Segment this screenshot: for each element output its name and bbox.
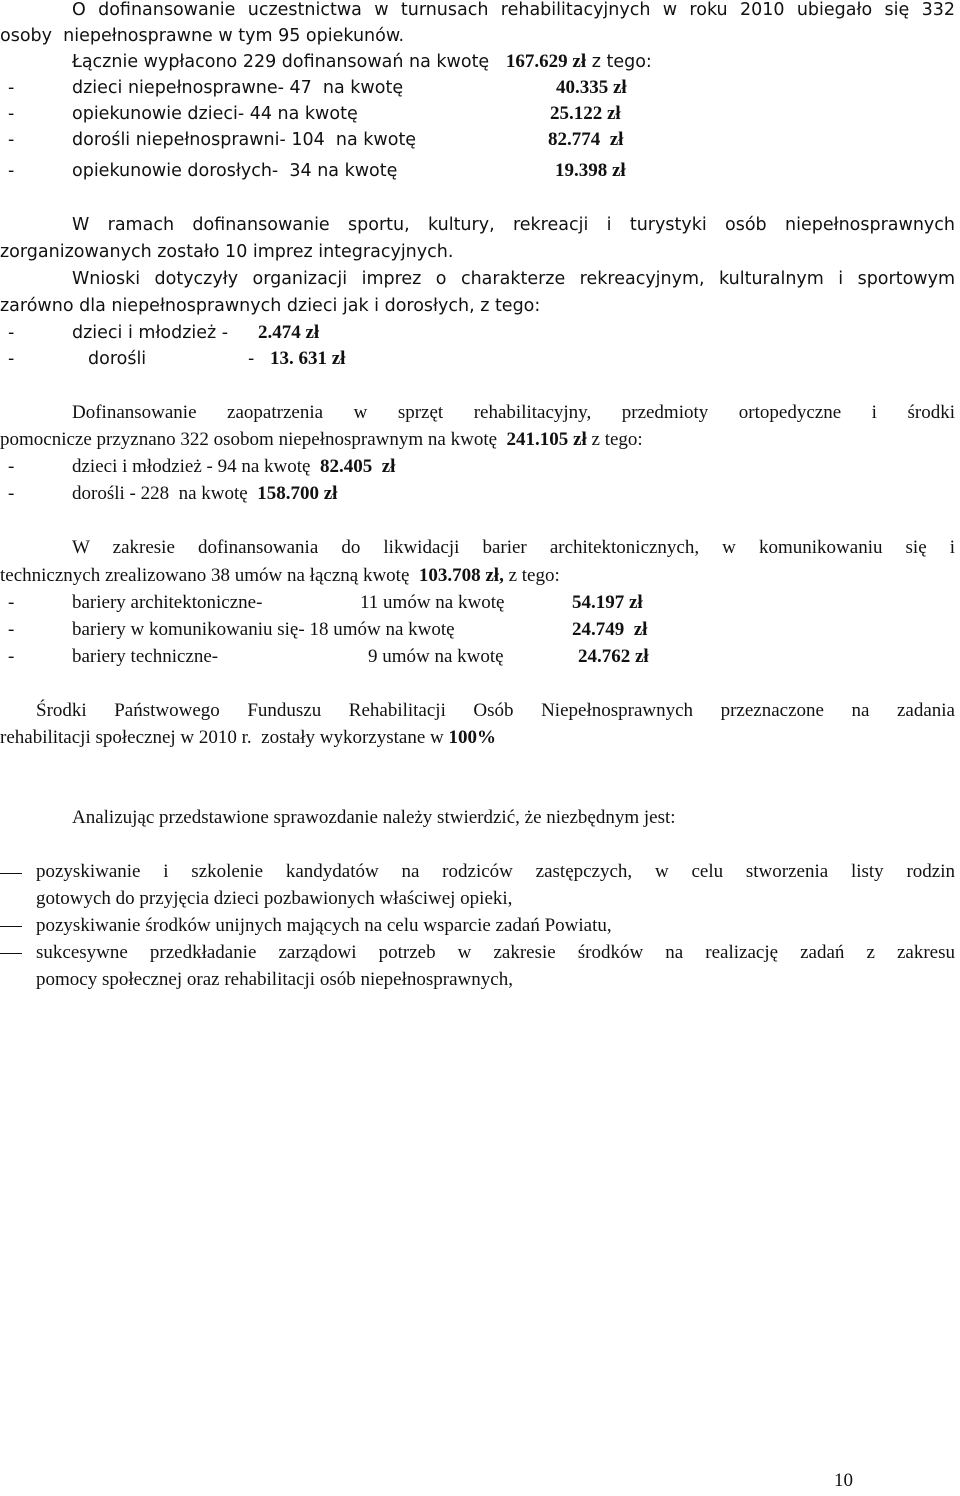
list-item-amount: 2.474 zł: [258, 322, 320, 343]
list-item-text: dzieci niepełnosprawne- 47 na kwotę: [72, 78, 404, 98]
list-item-text: bariery architektoniczne-: [72, 592, 263, 613]
paragraph-sport-line1: W ramach dofinansowanie sportu, kultury, rekreacji i turystyki osób niepełnosprawnych: [72, 215, 955, 235]
paragraph-sprzet-line1: Dofinansowanie zaopatrzenia w sprzęt rehabilitacyjny, przedmioty ortopedyczne i środki: [72, 402, 955, 423]
list-item-amount: 54.197 zł: [572, 592, 643, 613]
list-item-count: 9 umów na kwotę: [368, 646, 504, 667]
list-item-count: 11 umów na kwotę: [360, 592, 505, 613]
paragraph-bariery-line1: W zakresie dofinansowania do likwidacji barier architektonicznych, w komunikowaniu się i: [72, 537, 955, 558]
conclusion-item-3-line2: pomocy społecznej oraz rehabilitacji osób niepełnosprawnych,: [36, 969, 513, 990]
page-number: 10: [834, 1470, 853, 1491]
paragraph-bariery-line2: technicznych zrealizowano 38 umów na łączną kwotę 103.708 zł, z tego:: [0, 565, 560, 586]
paragraph-sport-line2: zorganizowanych zostało 10 imprez integracyjnych.: [0, 242, 454, 262]
list-item-text: opiekunowie dzieci- 44 na kwotę: [72, 104, 358, 124]
list-item-amount: 19.398 zł: [555, 160, 626, 181]
list-dash: -: [8, 592, 15, 613]
list-item-separator: -: [248, 349, 255, 369]
paragraph-turnusy-line1: O dofinansowanie uczestnictwa w turnusach rehabilitacyjnych w roku 2010 ubiegało się 332: [72, 0, 955, 20]
paragraph-sport-line3: Wnioski dotyczyły organizacji imprez o charakterze rekreacyjnym, kulturalnym i sportowym: [72, 269, 955, 289]
list-item: dzieci i młodzież - 94 na kwotę 82.405 zł: [72, 456, 396, 477]
list-dash: -: [8, 483, 15, 504]
paragraph-sport-line4: zarówno dla niepełnosprawnych dzieci jak i dorosłych, z tego:: [0, 296, 541, 316]
list-item-amount: 24.762 zł: [578, 646, 649, 667]
list-item-amount: 13. 631 zł: [270, 348, 346, 369]
paragraph-sprzet-line2: pomocnicze przyznano 322 osobom niepełnosprawnym na kwotę 241.105 zł z tego:: [0, 429, 643, 450]
conclusions-intro: Analizując przedstawione sprawozdanie należy stwierdzić, że niezbędnym jest:: [72, 807, 676, 828]
list-dash: -: [8, 78, 15, 98]
conclusion-item-3-line1: sukcesywne przedkładanie zarządowi potrzeb w zakresie środków na realizację zadań z zakresu: [36, 942, 955, 963]
list-item-text: bariery w komunikowaniu się- 18 umów na kwotę: [72, 619, 455, 640]
paragraph-turnusy-line2: osoby niepełnosprawne w tym 95 opiekunów.: [0, 26, 405, 46]
list-dash: -: [8, 130, 15, 150]
list-dash: -: [8, 619, 15, 640]
list-item-text: bariery techniczne-: [72, 646, 219, 667]
list-dash: -: [8, 646, 15, 667]
paragraph-pfron-line1: Środki Państwowego Funduszu Rehabilitacji Osób Niepełnosprawnych przeznaczone na zadania: [36, 700, 955, 721]
paragraph-pfron-line2: rehabilitacji społecznej w 2010 r. zostały wykorzystane w 100%: [0, 727, 496, 748]
list-item: dorośli - 228 na kwotę 158.700 zł: [72, 483, 338, 504]
conclusion-item-1-line1: pozyskiwanie i szkolenie kandydatów na rodziców zastępczych, w celu stworzenia listy rodzin: [36, 861, 955, 882]
em-dash-bullet: [0, 953, 22, 954]
list-dash: -: [8, 349, 15, 369]
conclusion-item-2: pozyskiwanie środków unijnych mających na celu wsparcie zadań Powiatu,: [36, 915, 612, 936]
list-item-amount: 40.335 zł: [556, 77, 627, 98]
paragraph-turnusy-line3: Łącznie wypłacono 229 dofinansowań na kwotę 167.629 zł z tego:: [72, 51, 652, 72]
list-dash: -: [8, 456, 15, 477]
list-dash: -: [8, 104, 15, 124]
list-dash: -: [8, 323, 15, 343]
em-dash-bullet: [0, 926, 22, 927]
list-item-amount: 25.122 zł: [550, 103, 621, 124]
list-item-text: dzieci i młodzież -: [72, 323, 229, 343]
em-dash-bullet: [0, 873, 22, 874]
list-item-text: dorośli: [88, 349, 147, 369]
list-item-amount: 24.749 zł: [572, 619, 648, 640]
conclusion-item-1-line2: gotowych do przyjęcia dzieci pozbawionych właściwej opieki,: [36, 888, 513, 909]
list-item-amount: 82.774 zł: [548, 129, 624, 150]
list-item-text: dorośli niepełnosprawni- 104 na kwotę: [72, 130, 417, 150]
list-dash: -: [8, 161, 15, 181]
list-item-text: opiekunowie dorosłych- 34 na kwotę: [72, 161, 398, 181]
